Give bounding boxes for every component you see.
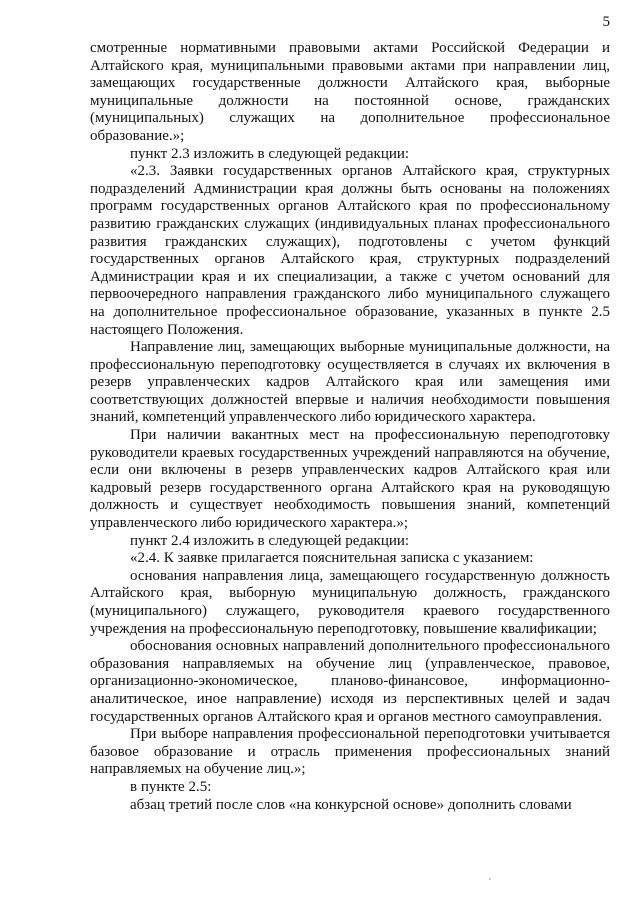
paragraph: обоснования основных направлений дополнительного профессионального образования направляемых на обучение лиц (управленческое, правовое, организационно-экономическое, планово-финансовое, информационно-аналитическое, иное направление) исходя из перспективных целей и задач государственных органов Алтайского края и органов местного самоуправления. <box>90 638 610 725</box>
paragraph: Направление лиц, замещающих выборные муниципальные должности, на профессиональную переподготовку осуществляется в случаях их включения в резерв управленческих кадров Алтайского края или замещения ими соответствующих должностей впервые и наличия необходимости повышения знаний, компетенций управленческого либо юридического характера. <box>90 339 610 426</box>
paragraph: основания направления лица, замещающего государственную должность Алтайского края, выборную муниципальную должность, гражданского (муниципального) служащего, руководителя краевого государственного учреждения на профессиональную переподготовку, повышение квалификации; <box>90 567 610 637</box>
paragraph: При выборе направления профессиональной переподготовки учитывается базовое образование и отрасль применения профессиональных знаний направляемых на обучение лиц.»; <box>90 726 610 778</box>
paragraph: смотренные нормативными правовыми актами Российской Федерации и Алтайского края, муниципальными правовыми актами при направлении лиц, замещающих государственные должности Алтайского края, выборные муниципальные должности на постоянной основе, гражданских (муниципальных) служащих на дополнительное профессиональное образование.»; <box>90 40 610 144</box>
paragraph: пункт 2.3 изложить в следующей редакции: <box>130 145 410 162</box>
paragraph: абзац третий после слов «на конкурсной основе» дополнить словами <box>130 796 572 813</box>
paragraph: пункт 2.4 изложить в следующей редакции: <box>130 532 410 549</box>
paragraph: «2.3. Заявки государственных органов Алтайского края, структурных подразделений Администрации края должны быть основаны на положениях программ государственных органов Алтайского края по профессиональному развитию гражданских служащих (индивидуальных планах профессионального развития гражданских служащих), подготовлены с учетом функций государственных органов Алтайского края, структурных подразделений Администрации края и их специализации, а также с учетом оснований для первоочередного направления гражданского либо муниципального служащего на дополнительное профессиональное образование, указанных в пункте 2.5 настоящего Положения. <box>90 163 610 338</box>
paragraph: в пункте 2.5: <box>130 778 212 795</box>
paragraph: При наличии вакантных мест на профессиональную переподготовку руководители краевых государственных учреждений направляются на обучение, если они включены в резерв управленческих кадров Алтайского края или кадровый резерв государственного органа Алтайского края на руководящую должность и существует необходимость повышения знаний, компетенций управленческого либо юридического характера.»; <box>90 427 610 532</box>
page-number: 5 <box>602 14 610 30</box>
scan-dot <box>489 878 491 880</box>
paragraph: «2.4. К заявке прилагается пояснительная записка с указанием: <box>130 550 534 567</box>
document-body <box>90 40 610 814</box>
